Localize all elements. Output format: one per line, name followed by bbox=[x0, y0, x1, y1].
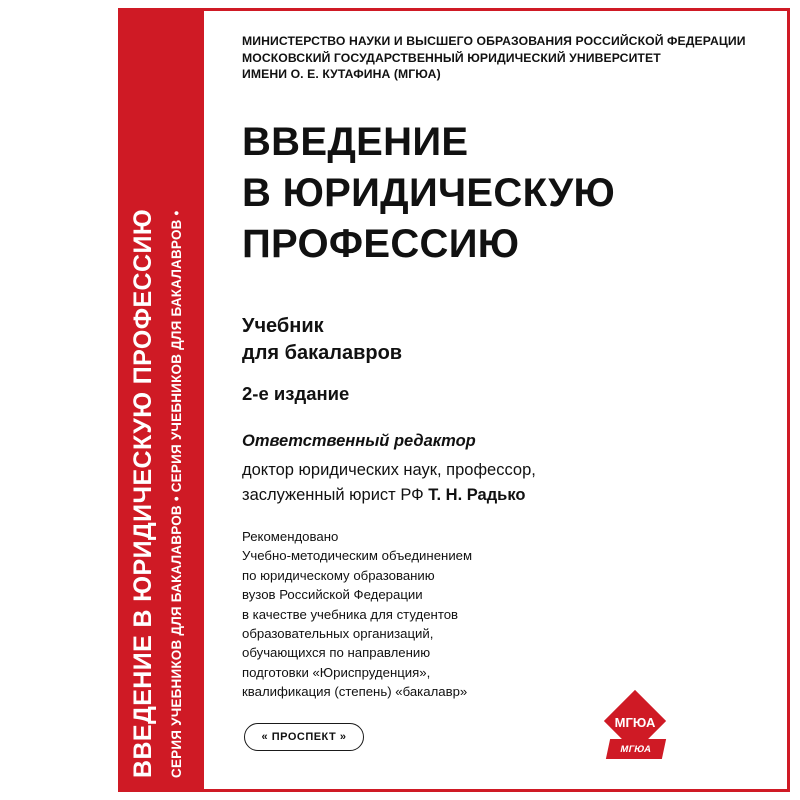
recommendation-line-2: Учебно-методическим объединением bbox=[242, 548, 473, 564]
recommendation-line-4: вузов Российской Федерации bbox=[242, 587, 423, 603]
title-line-2: В ЮРИДИЧЕСКУЮ bbox=[242, 171, 616, 215]
recommendation-line-9: квалификация (степень) «бакалавр» bbox=[242, 684, 468, 700]
editor-block bbox=[242, 458, 712, 508]
prospekt-publisher-logo: « ПРОСПЕКТ » bbox=[244, 723, 364, 751]
editor-line-2 bbox=[242, 483, 712, 508]
editor-prefix: заслуженный юрист РФ bbox=[242, 486, 429, 504]
subtitle-line-1: Учебник bbox=[242, 315, 324, 337]
recommendation-line-6: образовательных организаций, bbox=[242, 626, 434, 642]
title-line-1: ВВЕДЕНИЕ bbox=[242, 120, 469, 164]
book-spine bbox=[118, 8, 204, 792]
publisher-line-2: МОСКОВСКИЙ ГОСУДАРСТВЕННЫЙ ЮРИДИЧЕСКИЙ УНИВЕРСИТЕТ bbox=[242, 50, 661, 65]
cover-content bbox=[204, 11, 787, 789]
logo-ribbon-shape bbox=[606, 739, 666, 759]
recommendation-block bbox=[242, 527, 672, 702]
edition-label: 2-е издание bbox=[242, 383, 350, 404]
spine-inner bbox=[118, 8, 204, 792]
publisher-line-3: ИМЕНИ О. Е. КУТАФИНА (МГЮА) bbox=[242, 67, 441, 81]
spine-series: СЕРИЯ УЧЕБНИКОВ ДЛЯ БАКАЛАВРОВ • СЕРИЯ УЧЕБНИКОВ ДЛЯ БАКАЛАВРОВ • bbox=[169, 210, 184, 778]
publisher-block bbox=[242, 33, 752, 83]
subtitle bbox=[242, 313, 702, 367]
recommendation-line-7: обучающихся по направлению bbox=[242, 645, 431, 661]
publisher-line-1: МИНИСТЕРСТВО НАУКИ И ВЫСШЕГО ОБРАЗОВАНИЯ РОССИЙСКОЙ ФЕДЕРАЦИИ bbox=[242, 34, 746, 48]
title-line-3: ПРОФЕССИЮ bbox=[242, 222, 520, 266]
recommendation-line-8: подготовки «Юриспруденция», bbox=[242, 664, 431, 680]
subtitle-line-2: для бакалавров bbox=[242, 342, 403, 364]
university-logo bbox=[602, 699, 668, 765]
recommendation-line-5: в качестве учебника для студентов bbox=[242, 606, 459, 622]
spine-title: ВВЕДЕНИЕ В ЮРИДИЧЕСКУЮ ПРОФЕССИЮ bbox=[129, 208, 157, 778]
recommendation-line-1: Рекомендовано bbox=[242, 529, 339, 544]
editor-credentials: доктор юридических наук, профессор, bbox=[242, 461, 536, 479]
editor-role-label: Ответственный редактор bbox=[242, 432, 476, 450]
editor-name: Т. Н. Радько bbox=[428, 486, 526, 504]
logo-ribbon-text: МГЮА bbox=[619, 743, 653, 755]
logo-emblem-text: МГЮА bbox=[614, 714, 656, 730]
recommendation-line-3: по юридическому образованию bbox=[242, 567, 435, 583]
page-title bbox=[242, 117, 762, 270]
